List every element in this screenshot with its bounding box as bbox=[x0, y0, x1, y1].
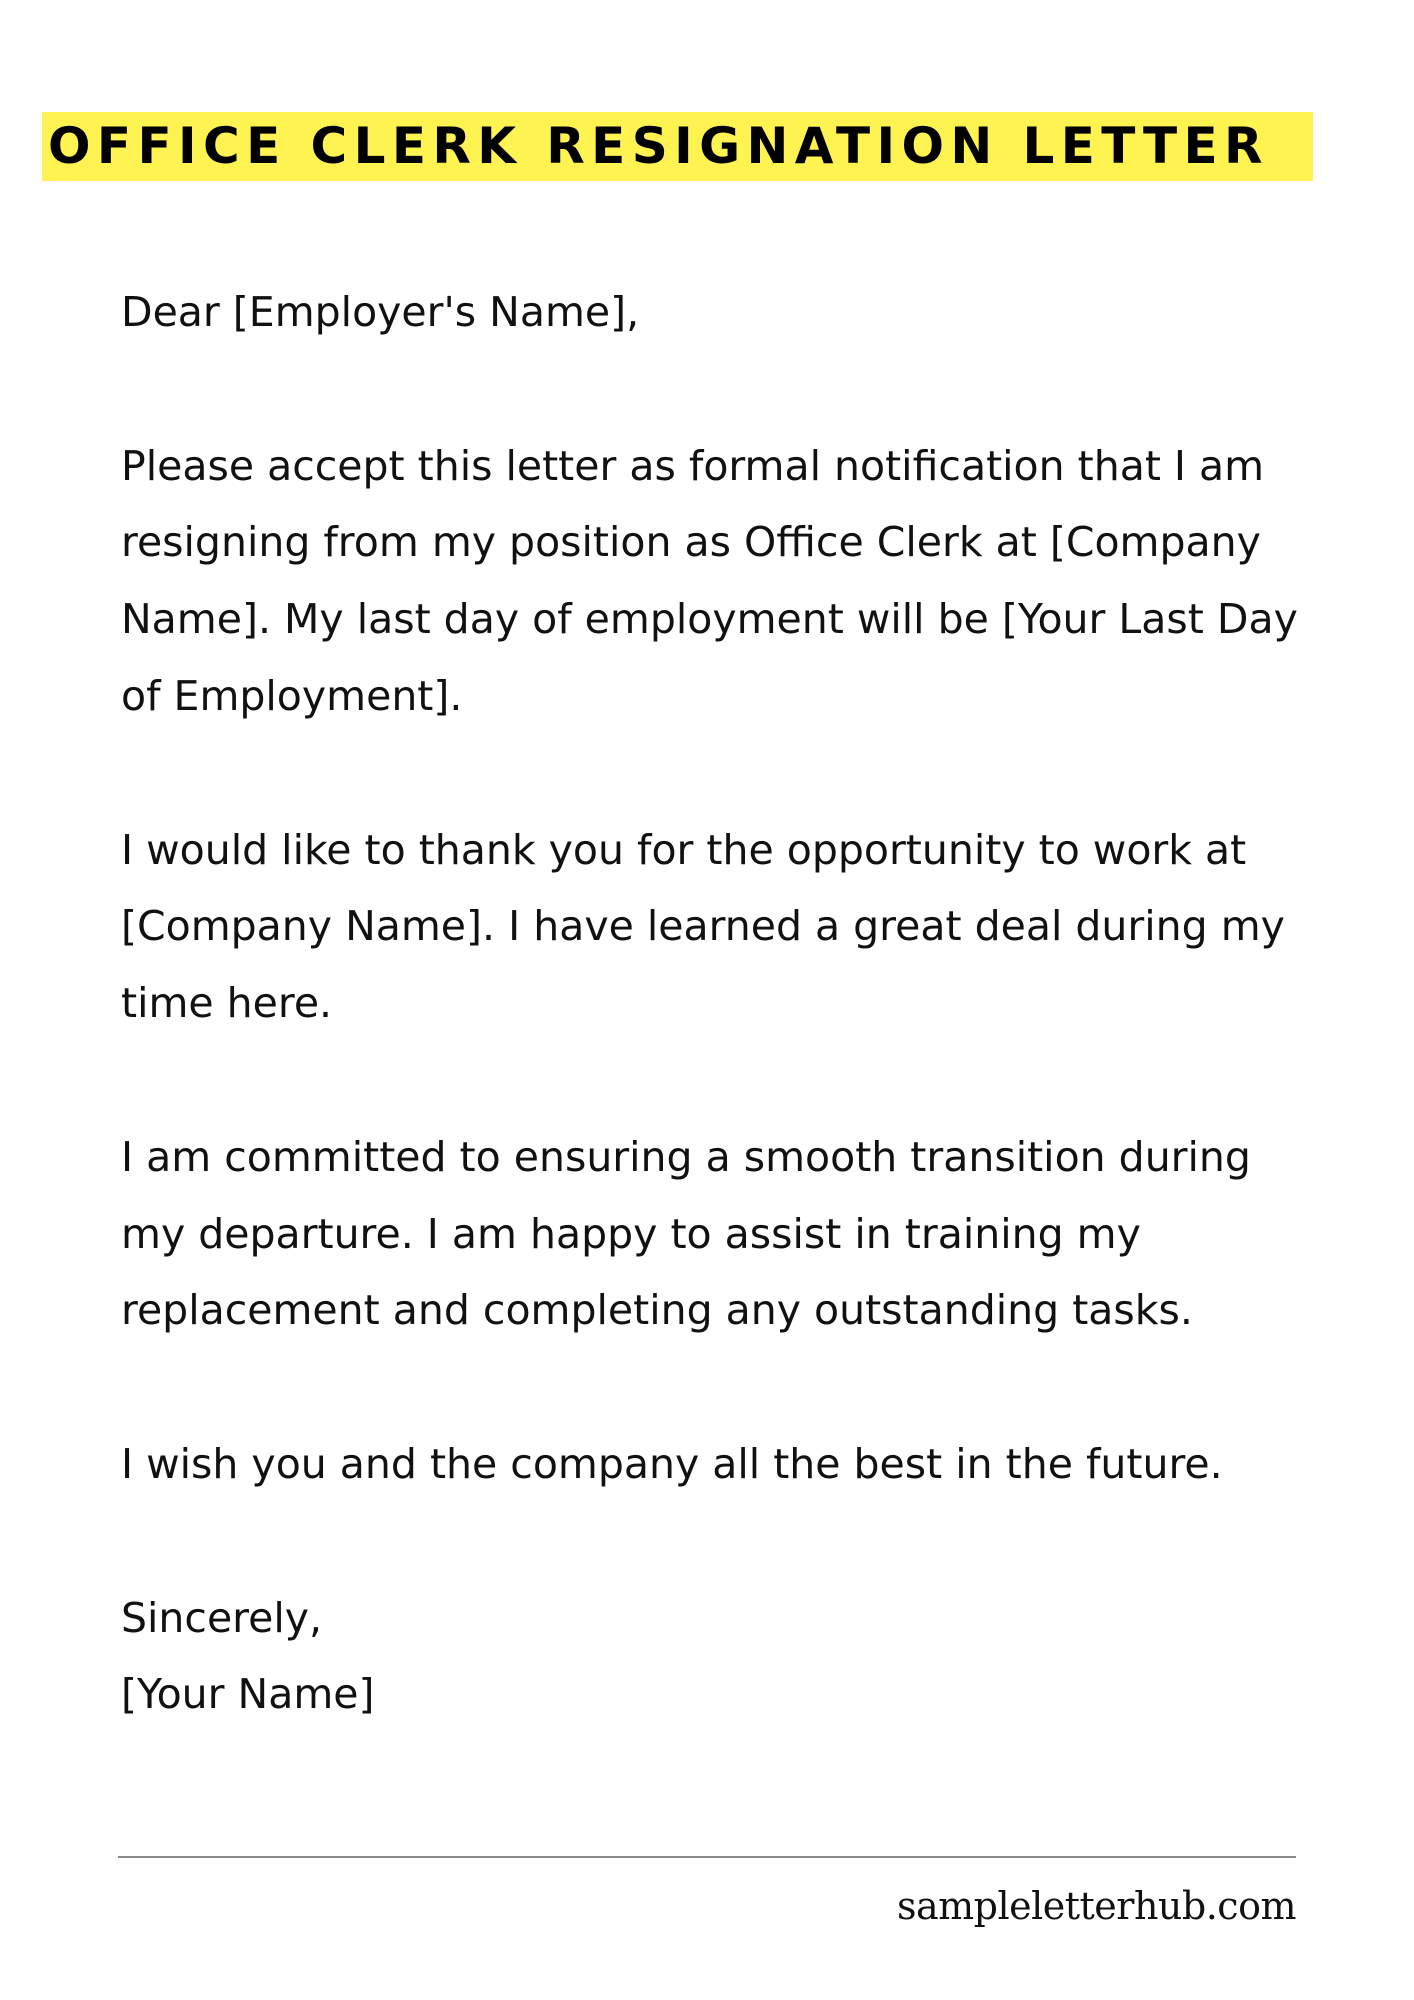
paragraph-line: of Employment]. bbox=[121, 671, 463, 720]
footer-site-name: sampleletterhub.com bbox=[896, 1884, 1296, 1928]
paragraph-line: [Company Name]. I have learned a great deal during my bbox=[121, 902, 1285, 951]
paragraph-line: resigning from my position as Office Clerk at [Company bbox=[121, 518, 1261, 567]
signature-name: [Your Name] bbox=[121, 1670, 375, 1719]
paragraph-line: I would like to thank you for the opportunity to work at bbox=[121, 825, 1247, 874]
footer-divider bbox=[118, 1856, 1296, 1858]
paragraph-gratitude bbox=[121, 812, 1298, 1042]
paragraph-transition bbox=[121, 1119, 1298, 1349]
page-title: OFFICE CLERK RESIGNATION LETTER bbox=[48, 117, 1269, 175]
paragraph-line: Name]. My last day of employment will be [Your Last Day bbox=[121, 595, 1298, 644]
letter-body bbox=[121, 274, 1298, 1733]
paragraph-line: Please accept this letter as formal notification that I am bbox=[121, 441, 1265, 490]
paragraph-line: my departure. I am happy to assist in training my bbox=[121, 1209, 1141, 1258]
paragraph-gap bbox=[121, 351, 1298, 428]
paragraph-gap bbox=[121, 1349, 1298, 1426]
paragraph-line: I wish you and the company all the best in the future. bbox=[121, 1439, 1223, 1488]
paragraph-gap bbox=[121, 1042, 1298, 1119]
paragraph-line: I am committed to ensuring a smooth transition during bbox=[121, 1132, 1251, 1181]
salutation: Dear [Employer's Name], bbox=[121, 288, 640, 336]
paragraph-gap bbox=[121, 735, 1298, 812]
paragraph-line: replacement and completing any outstanding tasks. bbox=[121, 1286, 1193, 1335]
closing: Sincerely, bbox=[121, 1593, 323, 1642]
paragraph-notification bbox=[121, 428, 1298, 735]
paragraph-gap bbox=[121, 1503, 1298, 1580]
paragraph-line: time here. bbox=[121, 979, 333, 1028]
paragraph-well-wishes bbox=[121, 1426, 1298, 1503]
